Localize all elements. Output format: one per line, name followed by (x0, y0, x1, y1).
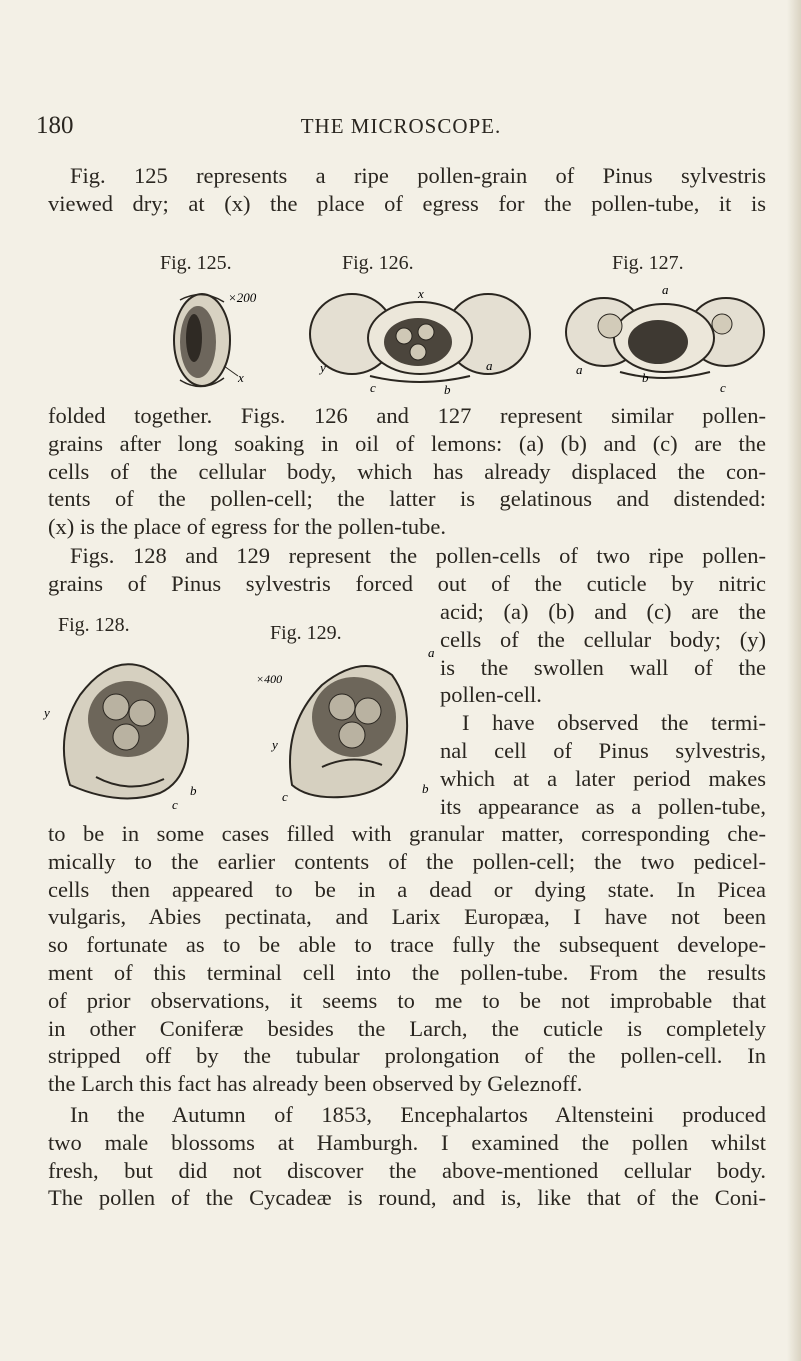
mark-c-128: c (172, 797, 178, 810)
mark-b-127: b (642, 370, 649, 385)
text-line: cells of the cellular body; (y) (440, 626, 766, 652)
text-line: its appearance as a pollen-tube, (440, 793, 766, 819)
text-line: folded together. Figs. 126 and 127 represent similar pollen- (48, 403, 766, 428)
figure-label-126: Fig. 126. (342, 252, 414, 274)
mark-y-128: y (44, 705, 50, 720)
paragraph-figs126-127 (48, 402, 766, 541)
text-line: in other Coniferæ besides the Larch, the cuticle is completely (48, 1015, 766, 1041)
mark-c-129: c (282, 789, 288, 804)
figure-125-pollen-grain (150, 280, 260, 400)
text-line: nal cell of Pinus sylvestris, (440, 737, 766, 763)
narrow-text-column (440, 598, 766, 820)
text-line: fresh, but did not discover the above-mentioned cellular body. (48, 1157, 766, 1183)
text-line: Figs. 128 and 129 represent the pollen-cells of two ripe pollen- (70, 543, 766, 568)
figure-label-125: Fig. 125. (160, 252, 232, 274)
text-line: (x) is the place of egress for the pollen-tube. (48, 514, 446, 540)
running-head: THE MICROSCOPE. (300, 114, 502, 138)
figure-127-pollen-grain (560, 280, 770, 400)
page-edge-shadow (787, 0, 801, 1361)
mark-y-129: y (272, 737, 278, 752)
mark-c-127: c (720, 380, 726, 395)
text-line: ment of this terminal cell into the pollen-tube. From the results (48, 959, 766, 985)
mark-x-125: x (238, 370, 244, 385)
mark-a-127: a (576, 362, 583, 377)
text-line: Fig. 125 represents a ripe pollen-grain of Pinus sylvestris (70, 163, 766, 188)
text-line: The pollen of the Cycadeæ is round, and is, like that of the Coni- (48, 1185, 766, 1211)
mark-a-top-127: a (662, 282, 669, 297)
text-line: to be in some cases filled with granular matter, corresponding che- (48, 821, 766, 846)
page-header (36, 112, 766, 142)
mark-c-126: c (370, 380, 376, 395)
text-line: cells of the cellular body, which has already displaced the con- (48, 458, 766, 484)
figure-label-128: Fig. 128. (58, 614, 130, 636)
figure-129-pollen-cell (252, 645, 442, 810)
text-line: so fortunate as to be able to trace fully the subsequent develope- (48, 932, 766, 958)
text-line: is the swollen wall of the (440, 654, 766, 680)
mark-b-128: b (190, 783, 197, 798)
figure-label-129: Fig. 129. (270, 622, 342, 644)
text-line: In the Autumn of 1853, Encephalartos Altensteini produced (70, 1102, 766, 1127)
text-line: viewed dry; at (x) the place of egress for the pollen-tube, it is (48, 190, 766, 216)
mark-x-126: x (418, 286, 424, 301)
text-line: the Larch this fact has already been observed by Geleznoff. (48, 1071, 583, 1097)
mag-label-125: ×200 (228, 290, 257, 305)
text-line: pollen-cell. (440, 682, 542, 708)
mark-b-126: b (444, 382, 451, 397)
paragraph-figs128-129 (48, 542, 766, 598)
mark-y-126: y (320, 360, 326, 375)
paragraph-continuation (48, 820, 766, 1098)
text-line: tents of the pollen-cell; the latter is gelatinous and distended: (48, 486, 766, 512)
mark-a-126: a (486, 358, 493, 373)
paragraph-fig125-intro (48, 162, 766, 218)
mark-b-129: b (422, 781, 429, 796)
text-line: grains of Pinus sylvestris forced out of the cuticle by nitric (48, 570, 766, 596)
text-line: cells then appeared to be in a dead or dying state. In Picea (48, 876, 766, 902)
text-line: which at a later period makes (440, 765, 766, 791)
text-line: mically to the earlier contents of the pollen-cell; the two pedicel- (48, 848, 766, 874)
text-line: two male blossoms at Hamburgh. I examined the pollen whilst (48, 1129, 766, 1155)
figure-128-pollen-cell (40, 645, 220, 810)
text-line: I have observed the termi- (462, 710, 766, 736)
text-line: of prior observations, it seems to me to be not improbable that (48, 987, 766, 1013)
page-number: 180 (36, 112, 74, 139)
mark-a-129: a (428, 645, 435, 660)
figure-126-pollen-grain (300, 280, 540, 400)
text-line: stripped off by the tubular prolongation of the pollen-cell. In (48, 1043, 766, 1069)
text-line: grains after long soaking in oil of lemons: (a) (b) and (c) are the (48, 430, 766, 456)
mag-label-129: ×400 (256, 672, 283, 686)
paragraph-encephalartos (48, 1101, 766, 1212)
text-line: acid; (a) (b) and (c) are the (440, 599, 766, 624)
figure-label-127: Fig. 127. (612, 252, 684, 274)
text-line: vulgaris, Abies pectinata, and Larix Europæa, I have not been (48, 904, 766, 930)
